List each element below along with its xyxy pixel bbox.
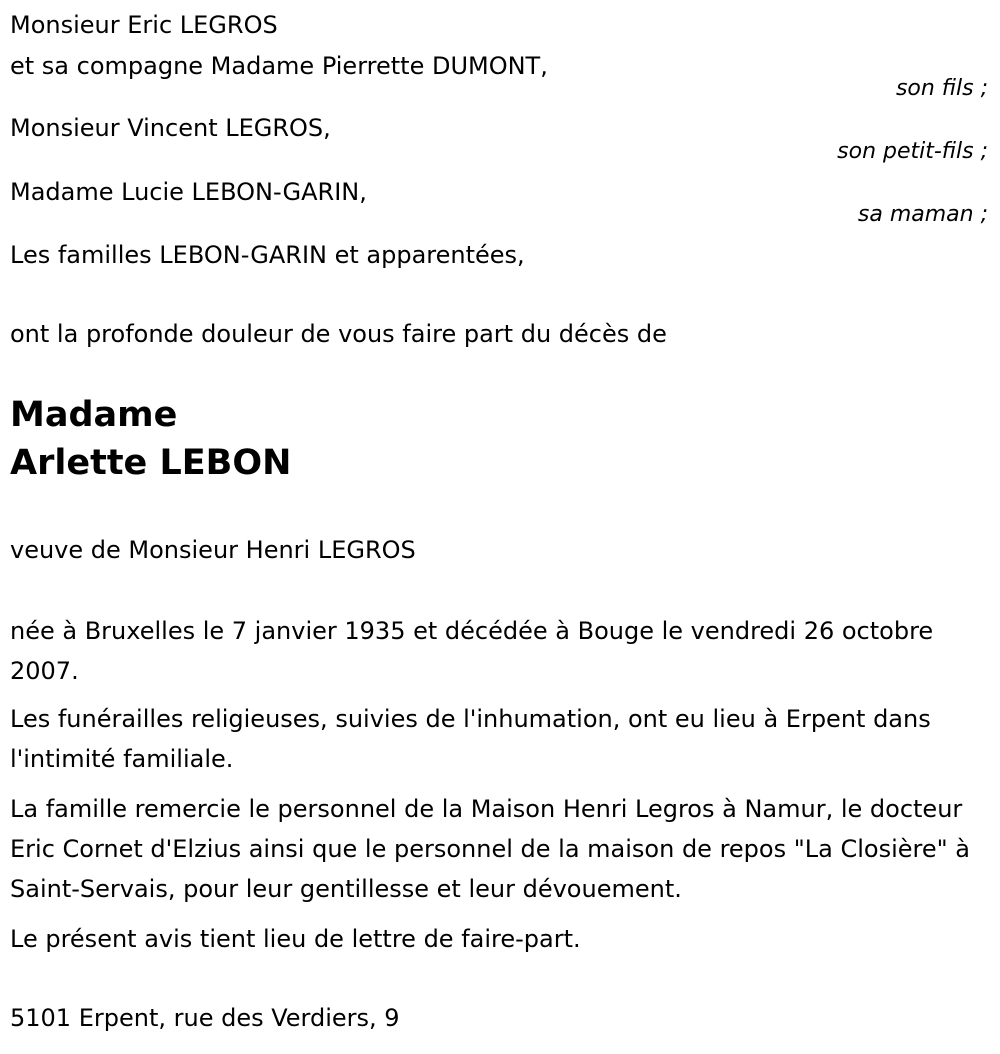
family-line-eric: Monsieur Eric LEGROS (10, 11, 278, 39)
relation-mother: sa maman ; (857, 202, 988, 227)
deceased-name: Arlette LEBON (10, 443, 292, 483)
family-line-families: Les familles LEBON-GARIN et apparentées, (10, 241, 525, 269)
relation-son: son fils ; (895, 76, 988, 101)
announcement-text: ont la profonde douleur de vous faire part du décès de (10, 320, 667, 348)
relation-grandson: son petit-fils ; (837, 139, 988, 164)
funeral-text: Les funérailles religieuses, suivies de l'inhumation, ont eu lieu à Erpent dans l'intimité familiale. (10, 705, 931, 773)
birth-death-text: née à Bruxelles le 7 janvier 1935 et décédée à Bouge le vendredi 26 octobre 2007. (10, 617, 934, 685)
family-line-pierrette: et sa compagne Madame Pierrette DUMONT, (10, 52, 548, 80)
thanks-text: La famille remercie le personnel de la Maison Henri Legros à Namur, le docteur Eric Cornet d'Elzius ainsi que le personnel de la maison de repos "La Closière" à Saint-Servais, pour leur gentillesse et leur dévouement. (10, 795, 970, 903)
deceased-title: Madame (10, 395, 178, 435)
widow-of-text: veuve de Monsieur Henri LEGROS (10, 536, 416, 564)
family-line-lucie: Madame Lucie LEBON-GARIN, (10, 178, 367, 206)
notice-text: Le présent avis tient lieu de lettre de faire-part. (10, 925, 581, 953)
address-text: 5101 Erpent, rue des Verdiers, 9 (10, 1004, 400, 1032)
family-line-vincent: Monsieur Vincent LEGROS, (10, 114, 331, 142)
